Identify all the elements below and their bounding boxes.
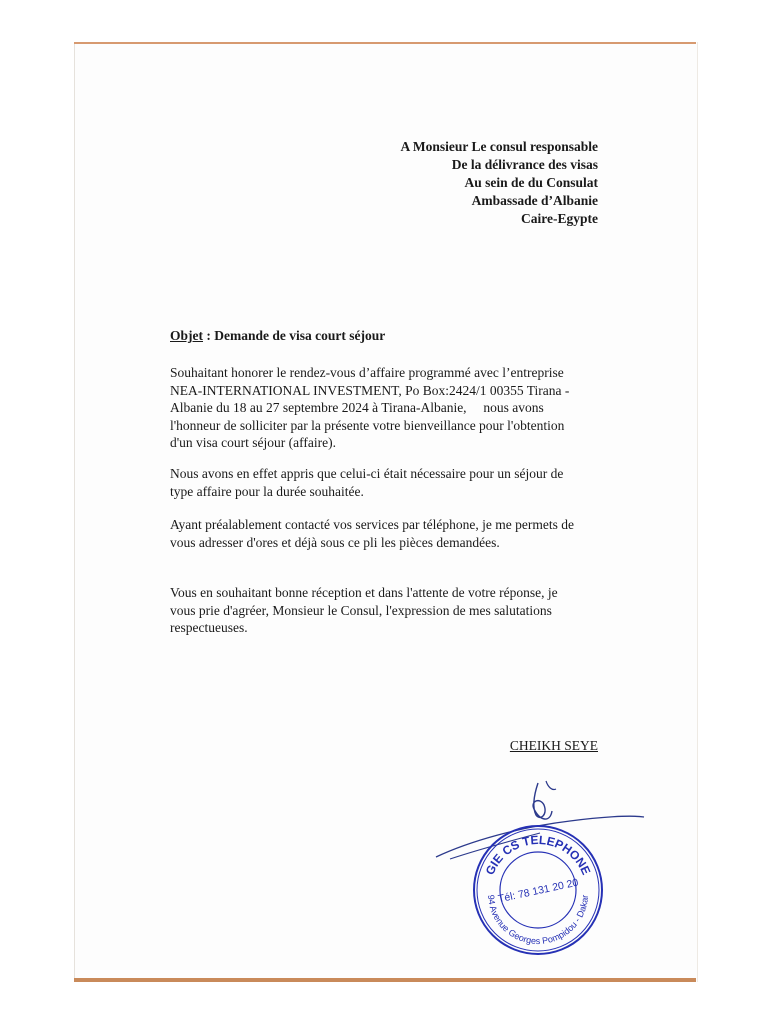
subject-separator: : (203, 328, 215, 343)
subject-label: Objet (170, 328, 203, 343)
stamp-bottom-text: 94 Avenue Georges Pompidou - Dakar (485, 894, 591, 946)
body-paragraph-2 (170, 465, 610, 500)
subject-line (170, 328, 385, 344)
stamp-center-text: Tél: 78 131 20 20 (496, 876, 580, 906)
body-line: d'un visa court séjour (affaire). (170, 435, 336, 450)
recipient-line: De la délivrance des visas (451, 157, 598, 172)
recipient-line: Caire-Egypte (521, 211, 598, 226)
recipient-line: Ambassade d’Albanie (471, 193, 598, 208)
page-top-edge (74, 42, 696, 44)
body-line: Souhaitant honorer le rendez-vous d’affaire programmé avec l’entreprise (170, 365, 564, 380)
body-line: Vous en souhaitant bonne réception et dans l'attente de votre réponse, je (170, 585, 558, 600)
company-stamp (470, 822, 606, 958)
signatory-name: CHEIKH SEYE (509, 738, 598, 753)
body-paragraph-3 (170, 516, 610, 551)
recipient-line: A Monsieur Le consul responsable (400, 139, 598, 154)
body-paragraph-4 (170, 584, 610, 637)
body-line: NEA-INTERNATIONAL INVESTMENT, Po Box:2424/1 00355 Tirana - (170, 382, 570, 398)
body-line: Albanie du 18 au 27 septembre 2024 à Tirana-Albanie, nous avons (170, 400, 544, 415)
recipient-line: Au sein de du Consulat (464, 175, 598, 190)
body-line: respectueuses. (170, 620, 248, 635)
page-bottom-edge (74, 978, 696, 982)
body-line: vous adresser d'ores et déjà sous ce pli les pièces demandées. (170, 534, 500, 550)
body-line: l'honneur de solliciter par la présente votre bienveillance pour l'obtention (170, 417, 565, 433)
body-line: Ayant préalablement contacté vos services par téléphone, je me permets de (170, 517, 574, 532)
stamp-top-text: GIE CS TELEPHONE (482, 832, 594, 877)
subject-text: Demande de visa court séjour (214, 328, 386, 343)
body-paragraph-1 (170, 364, 610, 452)
body-line: vous prie d'agréer, Monsieur le Consul, l'expression de mes salutations (170, 602, 552, 618)
recipient-block (400, 138, 598, 228)
body-line: Nous avons en effet appris que celui-ci était nécessaire pour un séjour de (170, 466, 564, 481)
body-line: type affaire pour la durée souhaitée. (170, 483, 364, 499)
